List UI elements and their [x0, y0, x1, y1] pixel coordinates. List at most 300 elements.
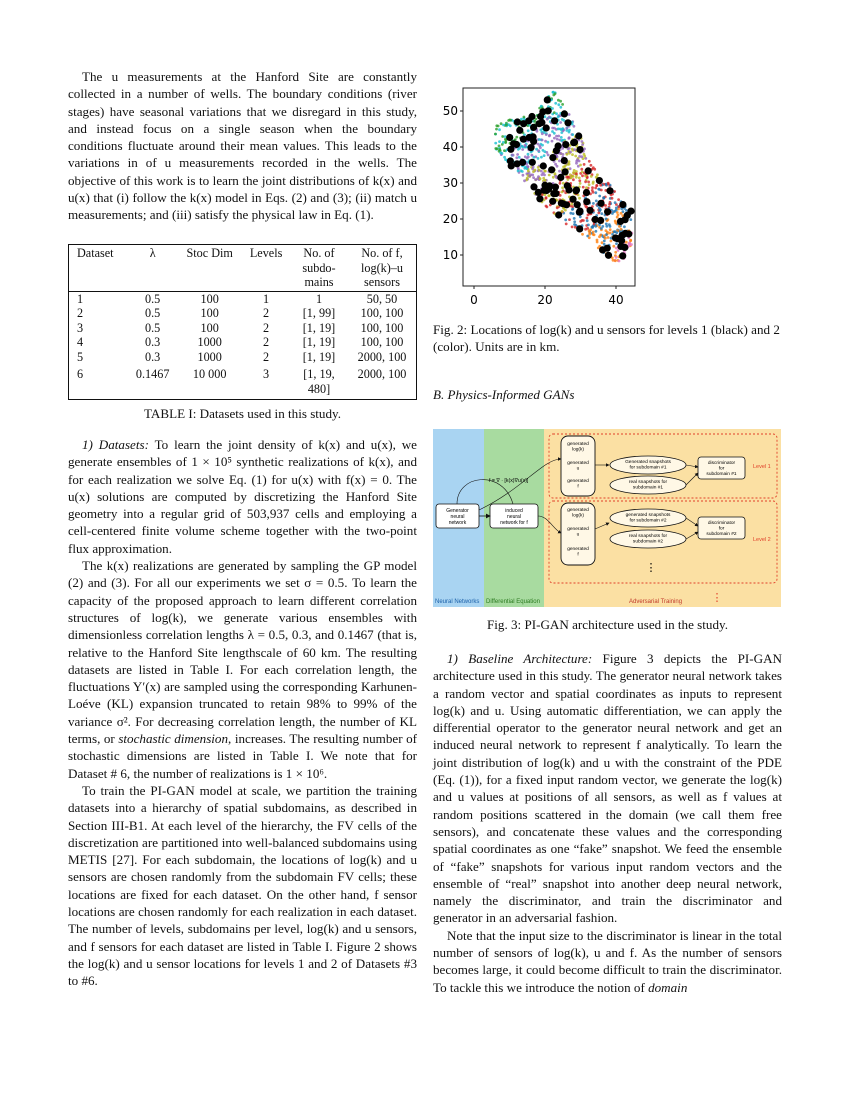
level2-sensor-point: [571, 133, 574, 136]
table-body: [69, 291, 417, 400]
level2-sensor-point: [502, 124, 505, 127]
level2-sensor-point: [607, 236, 610, 239]
level2-sensor-point: [562, 153, 565, 156]
level1-sensor-point: [597, 200, 604, 207]
baseline-text: Figure 3 depicts the PI-GAN architecture used in this study. The generator neural network takes a random vector and spatial coordinates as inputs to represent log(k) and u. Using automatic differentiation, we can apply the differential operator to the generator neural network and get an induced neural network to represent f analytically. To learn the joint distribution of log(k) and u with the constraint of the PDE (Eq. (1)), for a fixed input random vector, we generate the log(k) and u values at positions of all sensors, as well as f values at random positions scattered in the domain (we call them free sensors), and concatenate these values and the corresponding spatial coordinates as one “fake” snapshot. We feed the ensemble of “fake” snapshots for various input random vectors and the ensemble of “real” snapshot into another deep neural network, namely the discriminator, and train the discriminator and generator in an adversarial fashion.: [433, 651, 783, 926]
level2-sensor-point: [522, 174, 525, 177]
level2-sensor-point: [625, 241, 628, 244]
baseline-paragraph: [433, 650, 782, 927]
level1-sensor-point: [551, 117, 558, 124]
level1-sensor-point: [570, 139, 577, 146]
level2-sensor-point: [545, 196, 548, 199]
level2-sensor-point: [611, 212, 614, 215]
table-cell: 1: [263, 291, 270, 306]
level2-sensor-point: [594, 191, 597, 194]
table-cell: 100: [200, 291, 219, 306]
table-cell: 1: [315, 291, 323, 306]
level2-sensor-point: [580, 155, 583, 158]
level2-sensor-point: [551, 140, 554, 143]
level2-sensor-point: [579, 220, 582, 223]
level1-sensor-point: [529, 159, 536, 166]
level1-sensor-point: [519, 159, 526, 166]
kx-text: The k(x) realizations are generated by sampling the GP model (2) and (3). For all our experiments we set σ = 0.5. To learn the capacity of the proposed approach to learn different correlation structures of log(k), we generate various ensembles with dimensionless correlation lengths λ = 0.5, 0.3, and 0.1467 (that is, relative to the Hanford Site lengthscale of 60 km. The resulting datasets are listed in Table I. For each correlation length, the fluctuations Y′(x) are sampled using the corresponding Karhunen-Loéve (KL) expansion truncated to retain 98% to 99% of the variance σ². For decreasing correlation length, the number of KL terms, or: [68, 558, 417, 747]
level1-sensor-point: [627, 208, 634, 215]
level2-sensor-point: [528, 175, 531, 178]
lane-de-label: Differential Equation: [486, 599, 540, 605]
level2-sensor-point: [499, 151, 502, 154]
level2-sensor-point: [555, 112, 558, 115]
level2-sensor-point: [578, 177, 581, 180]
level2-sensor-point: [573, 125, 576, 128]
level1-sensor-point: [549, 154, 556, 161]
table-cell: 10 000: [192, 367, 227, 381]
level2-sensor-point: [616, 211, 619, 214]
table-header: Levels: [242, 245, 290, 292]
level1-sensor-point: [549, 198, 556, 205]
level2-sensor-point: [595, 230, 598, 233]
table-cell: 2: [263, 320, 270, 335]
kx-paragraph: [68, 557, 417, 782]
level2-sensor-point: [540, 156, 543, 159]
level2-sensor-point: [578, 160, 581, 163]
x-axis-ticks: [470, 286, 623, 307]
level2-sensor-point: [553, 137, 556, 140]
level2-sensor-point: [588, 236, 591, 239]
table-cell: [1, 19]: [302, 320, 336, 335]
table-cell: 1: [77, 291, 84, 306]
level2-sensor-point: [561, 186, 564, 189]
level1-sensor-point: [564, 182, 571, 189]
level2-sensor-point: [527, 129, 530, 132]
level2-sensor-point: [629, 218, 632, 221]
level2-sensor-point: [568, 160, 571, 163]
level2-sensor-point: [524, 166, 527, 169]
level1-sensor-point: [576, 146, 583, 153]
level2-sensor-point: [596, 173, 599, 176]
level2-sensor-point: [523, 179, 526, 182]
level2-sensor-point: [532, 166, 535, 169]
section-heading: B. Physics-Informed GANs: [433, 387, 575, 402]
level2-sensor-point: [569, 151, 572, 154]
level2-sensor-point: [578, 179, 581, 182]
induced-network-label: induced neural network for f: [500, 508, 528, 526]
level1-sensor-point: [596, 177, 603, 184]
level2-sensor-point: [539, 129, 542, 132]
level1-sensor-point: [557, 174, 564, 181]
level2-sensor-point: [561, 103, 564, 106]
table-cell: 0.5: [145, 306, 161, 320]
table-cell: 0.3: [145, 335, 161, 349]
level2-sensor-point: [553, 127, 556, 130]
level2-sensor-point: [599, 208, 602, 211]
level2-sensor-point: [511, 154, 514, 157]
level2-sensor-point: [607, 183, 610, 186]
level1-sensor-point: [606, 187, 613, 194]
table-cell: 1000: [197, 335, 222, 349]
level2-sensor-point: [610, 240, 613, 243]
level2-sensor-point: [578, 197, 581, 200]
level2-sensor-point: [581, 174, 584, 177]
level2-sensor-point: [538, 144, 541, 147]
level2-sensor-point: [614, 201, 617, 204]
table-cell: 2: [77, 306, 84, 320]
level2-sensor-point: [570, 177, 573, 180]
datasets-table: [68, 244, 417, 400]
datasets-heading: 1) Datasets:: [82, 437, 149, 452]
level2-sensor-point: [615, 247, 618, 250]
level2-sensor-point: [559, 182, 562, 185]
level1-sensor-point: [625, 230, 632, 237]
level2-sensor-point: [509, 119, 512, 122]
table-cell: 3: [77, 320, 84, 335]
table-header: λ: [128, 245, 177, 292]
level2-sensor-point: [588, 160, 591, 163]
level2-sensor-point: [584, 228, 587, 231]
table-cell: 100, 100: [360, 335, 404, 349]
level2-sensor-point: [496, 147, 499, 150]
level2-sensor-point: [544, 179, 547, 182]
level2-sensor-point: [537, 149, 540, 152]
level2-sensor-point: [516, 153, 519, 156]
level2-sensor-point: [617, 214, 620, 217]
level2-sensor-point: [600, 212, 603, 215]
table-cell: 6: [77, 367, 84, 381]
gen-f-label: generated f: [567, 479, 589, 490]
level1-sensor-point: [507, 157, 514, 164]
level2-sensor-point: [614, 221, 617, 224]
table-header: No. of f, log(k)–u sensors: [348, 245, 417, 292]
level2-sensor-point: [554, 175, 557, 178]
level2-sensor-point: [502, 141, 505, 144]
level2-sensor-point: [569, 212, 572, 215]
level2-sensor-point: [559, 106, 562, 109]
table-header-row: [69, 245, 417, 292]
level2-sensor-point: [531, 154, 534, 157]
level2-sensor-point: [565, 127, 568, 130]
table-cell: 0.3: [145, 349, 161, 364]
level2-sensor-point: [539, 177, 542, 180]
level2-sensor-point: [572, 178, 575, 181]
level2-sensor-point: [534, 178, 537, 181]
level2-sensor-point: [615, 231, 618, 234]
level2-sensor-point: [573, 223, 576, 226]
level1-sensor-point: [538, 119, 545, 126]
level2-sensor-point: [590, 164, 593, 167]
level2-sensor-point: [545, 133, 548, 136]
level2-sensor-point: [615, 242, 618, 245]
level2-sensor-point: [557, 103, 560, 106]
y-tick-label: 20: [442, 212, 458, 226]
table-row: [69, 367, 417, 400]
real-snapshots-1-label: real snapshots for subdomain #1: [628, 480, 668, 491]
table-cell: 0.1467: [135, 367, 170, 381]
level2-sensor-point: [571, 205, 574, 208]
level2-sensor-point: [509, 124, 512, 127]
table-cell: 0.5: [145, 291, 161, 306]
level1-sensor-point: [546, 182, 553, 189]
level2-sensor-point: [579, 164, 582, 167]
level1-sensor-point: [555, 211, 562, 218]
level2-sensor-point: [603, 240, 606, 243]
level2-sensor-point: [608, 223, 611, 226]
level2-sensor-point: [597, 212, 600, 215]
level2-sensor-point: [591, 225, 594, 228]
gen-logk-label-2: generated log(k): [567, 508, 589, 519]
level2-sensor-point: [504, 135, 507, 138]
table-cell: [1, 19]: [302, 349, 336, 364]
fig3-caption: Fig. 3: PI-GAN architecture used in the study.: [487, 617, 728, 632]
level2-sensor-point: [527, 165, 530, 168]
level2-sensor-point: [587, 224, 590, 227]
right-body: [433, 650, 782, 996]
level1-sensor-point: [536, 195, 543, 202]
level2-sensor-point: [554, 102, 557, 105]
level2-sensor-point: [620, 212, 623, 215]
table-cell: 100, 100: [360, 306, 404, 320]
level2-sensor-point: [560, 136, 563, 139]
level2-sensor-point: [543, 150, 546, 153]
table-cell: 100: [200, 306, 219, 320]
level1-sensor-point: [599, 246, 606, 253]
level2-sensor-point: [586, 219, 589, 222]
level2-sensor-point: [521, 170, 524, 173]
level2-sensor-point: [588, 233, 591, 236]
table-row: [69, 321, 417, 336]
table-cell: 50, 50: [366, 291, 398, 306]
level2-sensor-point: [537, 166, 540, 169]
level2-sensor-point: [515, 156, 518, 159]
level2-sensor-point: [592, 231, 595, 234]
level1-sensor-point: [548, 166, 555, 173]
level2-sensor-point: [593, 168, 596, 171]
kx-emphasis: stochastic dimension: [118, 731, 229, 747]
level1-sensor-point: [563, 201, 570, 208]
level1-sensor-point: [562, 141, 569, 148]
level2-sensor-point: [505, 123, 508, 126]
level2-sensor-point: [524, 144, 527, 147]
level2-sensor-point: [527, 153, 530, 156]
level2-sensor-point: [599, 184, 602, 187]
y-tick-label: 40: [442, 140, 458, 154]
level2-sensor-point: [498, 148, 501, 151]
level2-sensor-point: [568, 163, 571, 166]
level2-sensor-point: [614, 251, 617, 254]
level2-sensor-point: [605, 225, 608, 228]
level2-sensor-point: [573, 217, 576, 220]
table-row: [69, 291, 417, 306]
level1-sensor-point: [573, 187, 580, 194]
level2-sensor-point: [541, 139, 544, 142]
level2-sensor-point: [556, 138, 559, 141]
level2-sensor-point: [541, 132, 544, 135]
level2-sensor-point: [581, 140, 584, 143]
gen-u-label-2: generated u: [567, 527, 589, 538]
level2-sensor-point: [568, 129, 571, 132]
level2-sensor-point: [595, 200, 598, 203]
table-cell: 4: [77, 335, 84, 349]
level2-sensor-point: [533, 156, 536, 159]
level2-sensor-point: [618, 225, 621, 228]
level2-sensor-point: [559, 100, 562, 103]
level1-sensor-point: [576, 208, 583, 215]
table-cell: 100: [200, 320, 219, 335]
level2-sensor-point: [592, 181, 595, 184]
level2-sensor-point: [494, 142, 497, 145]
left-intro: [68, 68, 417, 224]
level2-sensor-point: [527, 170, 530, 173]
level2-sensor-point: [518, 156, 521, 159]
level2-sensor-point: [567, 176, 570, 179]
level2-sensor-point: [604, 204, 607, 207]
level2-sensor-point: [609, 232, 612, 235]
level2-sensor-point: [558, 170, 561, 173]
table-header: Dataset: [69, 245, 129, 292]
gen-f-label-2: generated f: [567, 547, 589, 558]
level2-sensor-point: [605, 229, 608, 232]
table-cell: 2: [263, 306, 270, 320]
level2-sensor-point: [537, 157, 540, 160]
level2-sensor-point: [566, 153, 569, 156]
level1-sensor-point: [564, 119, 571, 126]
level1-sensor-point: [552, 190, 559, 197]
level1-sensor-point: [544, 96, 551, 103]
level2-sensor-point: [568, 218, 571, 221]
level2-sensor-point: [592, 191, 595, 194]
level2-sensor-point: [605, 223, 608, 226]
level1-sensor-point: [516, 127, 523, 134]
level1-sensor-point: [583, 198, 590, 205]
level2-sensor-point: [557, 135, 560, 138]
table-cell: [1, 99]: [302, 306, 336, 320]
level2-sensor-point: [608, 203, 611, 206]
level2-sensor-point: [581, 143, 584, 146]
level2-sensor-point: [620, 228, 623, 231]
level1-sensor-point: [583, 189, 590, 196]
level2-sensor-point: [543, 174, 546, 177]
level2-sensor-point: [571, 153, 574, 156]
level2-sensor-point: [534, 169, 537, 172]
level2-sensor-point: [612, 259, 615, 262]
level2-sensor-point: [523, 116, 526, 119]
gen-logk-label: generated log(k): [567, 442, 589, 453]
table-header: No. of subdo- mains: [290, 245, 348, 292]
level2-sensor-point: [498, 140, 501, 143]
level2-sensor-point: [574, 155, 577, 158]
level2-sensor-point: [617, 249, 620, 252]
x-tick-label: 40: [608, 293, 624, 307]
level2-sensor-point: [575, 162, 578, 165]
level2-sensor-point: [585, 186, 588, 189]
level1-sensor-point: [555, 142, 562, 149]
level2-sensor-point: [575, 172, 578, 175]
level2-sensor-point: [497, 125, 500, 128]
gen-u-label: generated u: [567, 461, 589, 472]
level2-sensor-point: [599, 234, 602, 237]
level1-sensor-point: [540, 162, 547, 169]
level2-sensor-point: [517, 170, 520, 173]
y-tick-label: 30: [442, 176, 458, 190]
level1-sensor-point: [528, 113, 535, 120]
level2-sensor-point: [548, 134, 551, 137]
level2-sensor-point: [561, 191, 564, 194]
table-row: [69, 306, 417, 321]
table-cell: 2000, 100: [357, 349, 407, 364]
level2-sensor-point: [613, 230, 616, 233]
level2-sensor-point: [546, 206, 549, 209]
level1-sensor-point: [617, 218, 624, 225]
lane-at-label: Adversarial Training: [629, 599, 683, 605]
level2-sensor-point: [612, 245, 615, 248]
datasets-text: To learn the joint density of k(x) and u(x), we generate ensembles of 1 × 10⁵ synthetic realizations of k(x), and for each realization we solve Eq. (1) for u(x) with f(x) = 0. The u(x) solutions are computed by discretizing the Hanford Site geometry into a regular grid of 503,937 cells and employing a cell-centered finite volume scheme together with the two-point flux approximation.: [68, 437, 417, 556]
level1-sensor-point: [530, 124, 537, 131]
level2-sensor-point: [495, 128, 498, 131]
level2-sensor-point: [623, 225, 626, 228]
level2-sensor-point: [500, 122, 503, 125]
level2-sensor-point: [532, 176, 535, 179]
level2-sensor-point: [558, 160, 561, 163]
table-caption: TABLE I: Datasets used in this study.: [143, 406, 342, 421]
baseline-heading: 1) Baseline Architecture:: [447, 651, 593, 666]
generator-label: Generator neural network: [446, 508, 469, 526]
level2-sensor-point: [543, 154, 546, 157]
table-cell: 5: [77, 349, 84, 364]
level2-sensor-point: [586, 217, 589, 220]
y-axis-ticks: [443, 104, 463, 262]
level2-sensor-point: [596, 184, 599, 187]
table-cell: 100, 100: [360, 320, 404, 335]
note-paragraph: [433, 927, 782, 996]
level1-sensor-point: [619, 252, 626, 259]
level2-sensor-point: [594, 225, 597, 228]
table-cell: [1, 19]: [302, 335, 336, 349]
level1-sensor-point: [592, 216, 599, 223]
level2-sensor-point: [615, 256, 618, 259]
level2-sensor-point: [603, 234, 606, 237]
level1-sensor-point: [605, 252, 612, 259]
level1-sensor-point: [575, 132, 582, 139]
x-tick-label: 20: [537, 293, 553, 307]
level2-sensor-point: [592, 202, 595, 205]
level2-sensor-point: [515, 136, 518, 139]
level2-sensor-point: [580, 168, 583, 171]
level2-sensor-point: [560, 128, 563, 131]
level2-sensor-point: [600, 227, 603, 230]
level2-sensor-point: [584, 180, 587, 183]
more-subdomains-ellipsis: ⋮: [645, 562, 657, 574]
level2-sensor-point: [573, 220, 576, 223]
level2-sensor-point: [571, 226, 574, 229]
level1-sensor-point: [527, 144, 534, 151]
level1-sensor-point: [604, 208, 611, 215]
table-row: [69, 350, 417, 368]
level2-sensor-point: [559, 121, 562, 124]
level1-sensor-point: [618, 237, 625, 244]
level2-sensor-point: [520, 145, 523, 148]
level2-sensor-point: [582, 186, 585, 189]
table-cell: 0.5: [145, 320, 161, 335]
level2-sensor-point: [573, 148, 576, 151]
level2-sensor-point: [600, 189, 603, 192]
level2-sensor-point: [564, 165, 567, 168]
level2-sensor-point: [526, 157, 529, 160]
level2-sensor-point: [556, 206, 559, 209]
level2-sensor-point: [579, 182, 582, 185]
level2-sensor-point: [547, 154, 550, 157]
pigan-architecture-diagram: [433, 429, 783, 609]
level2-sensor-point: [593, 233, 596, 236]
level2-sensor-point: [628, 243, 631, 246]
level1-sensor-point: [514, 118, 521, 125]
